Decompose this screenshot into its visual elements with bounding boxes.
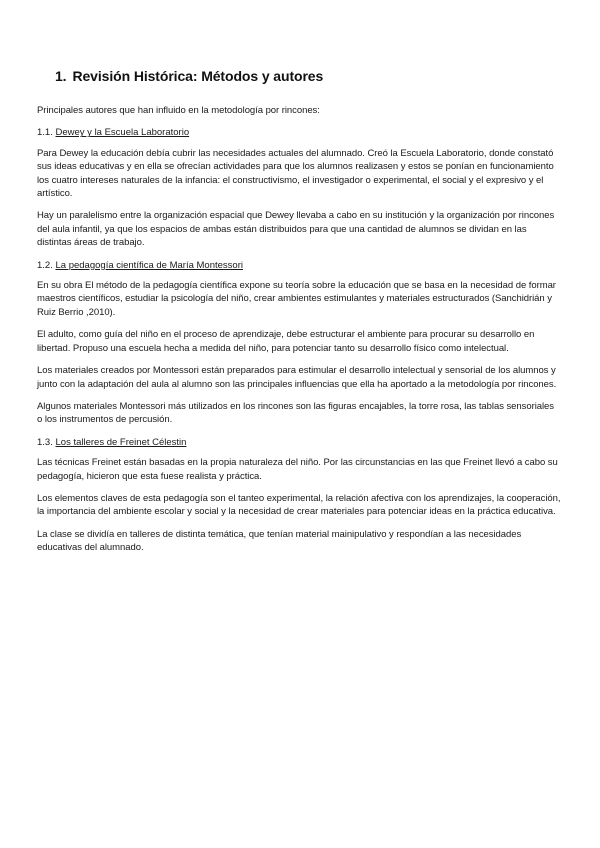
- section-heading-freinet: [37, 436, 561, 449]
- paragraph: Los elementos claves de esta pedagogía son el tanteo experimental, la relación afectiva con los aprendizajes, la cooperación, la importancia del ambiente escolar y social y la necesidad de crear materiales para potenciar ideas en la práctica educativa.: [37, 492, 561, 518]
- paragraph: En su obra El método de la pedagogía científica expone su teoría sobre la educación que se basa en la necesidad de formar maestros científicos, estudiar la psicología del niño, crear ambientes estimulantes y materiales estructurados (Sanchidrián y Ruiz Berrio ,2010).: [37, 280, 556, 318]
- section-title: Dewey y la Escuela Laboratorio: [55, 127, 190, 139]
- section-heading-dewey: [37, 126, 561, 139]
- section-title: Los talleres de Freinet Célestin: [55, 436, 187, 448]
- paragraph: Hay un paralelismo entre la organización espacial que Dewey llevaba a cabo en su institución y la organización por rincones del aula infantil, ya que los espacios de ambas están distribuidos para que una cantidad de alumnos se dividan en las distintas áreas de trabajo.: [37, 210, 555, 249]
- section-number: 1.2.: [37, 259, 53, 271]
- document-body: [37, 66, 561, 564]
- title-text: Revisión Histórica: Métodos y autores: [72, 68, 324, 84]
- title-number: 1.: [55, 68, 67, 84]
- section-number: 1.1.: [37, 127, 53, 139]
- paragraph: Algunos materiales Montessori más utilizados en los rincones son las figuras encajables, la torre rosa, las tablas sensoriales o los instrumentos de percusión.: [37, 400, 554, 426]
- paragraph: Para Dewey la educación debía cubrir las necesidades actuales del alumnado. Creó la Escuela Laboratorio, donde constató sus ideas educativas y en ella se ofrecían actividades para que los alumnos realizasen y estos se ponían en funcionamiento los cuatro intereses naturales de la infancia: el constructivismo, el investigador o experimental, el social y el expresivo y el artístico.: [37, 147, 554, 200]
- intro-paragraph: Principales autores que han influido en la metodología por rincones:: [37, 105, 320, 116]
- section-heading-montessori: [37, 259, 561, 272]
- paragraph: Las técnicas Freinet están basadas en la propia naturaleza del niño. Por las circunstancias en las que Freinet llevó a cabo su pedagogía, hicieron que esta fuese realista y práctica.: [37, 457, 558, 482]
- section-number: 1.3.: [37, 436, 53, 448]
- page-title: [55, 66, 561, 86]
- paragraph: La clase se dividía en talleres de distinta temática, que tenían material mainipulativo y respondían a las necesidades educativas del alumnado.: [37, 528, 522, 554]
- section-title: La pedagogía científica de María Montessori: [55, 259, 243, 271]
- paragraph: Los materiales creados por Montessori están preparados para estimular el desarrollo intelectual y sensorial de los alumnos y junto con la adaptación del aula al alumno son las principales influencias que ella ha aportado a la metodología por rincones.: [37, 365, 557, 390]
- paragraph: El adulto, como guía del niño en el proceso de aprendizaje, debe estructurar el ambiente para procurar su desarrollo en libertad. Propuso una escuela hecha a medida del niño, para potenciar tanto su desarrollo físico como intelectual.: [37, 329, 535, 354]
